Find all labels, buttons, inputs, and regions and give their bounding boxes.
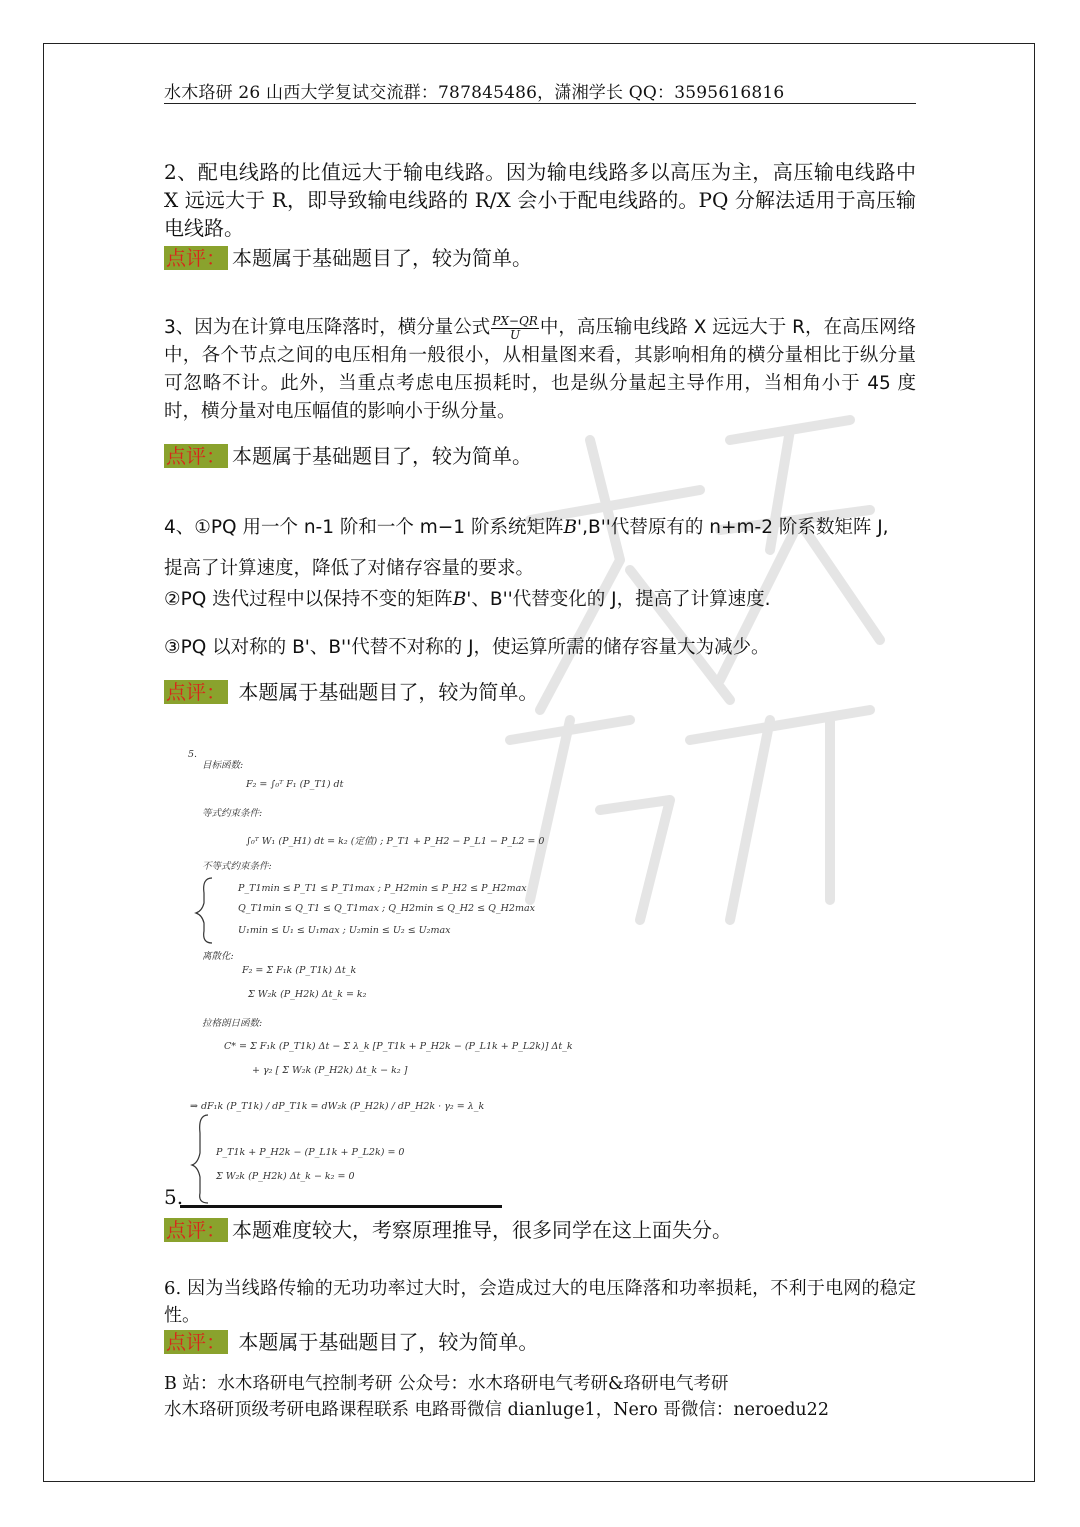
matrix-symbol: B' <box>563 517 583 538</box>
text: ②PQ 迭代过程中以保持不变的矩阵 <box>164 589 453 610</box>
handwritten-line: U₁min ≤ U₁ ≤ U₁max ; U₂min ≤ U₂ ≤ U₂max <box>238 925 451 936</box>
comment-text: 本题属于基础题目了，较为简单。 <box>238 680 539 704</box>
handwritten-line: 拉格朗日函数: <box>202 1018 263 1029</box>
fraction-numerator: PX−QR <box>492 313 538 328</box>
handwritten-line: Σ W₂k (P_H2k) Δt_k − k₂ = 0 <box>216 1171 355 1182</box>
fraction-denominator: U <box>509 327 521 342</box>
comment-tag: 点评： <box>166 1330 226 1354</box>
answer-2: 2、配电线路的比值远大于输电线路。因为输电线路多以高压为主，高压输电线路中 X 远远大于 R，即导致输电线路的 R/X 会小于配电线路的。PQ 分解法适用于高压输电线路。 <box>164 160 916 240</box>
handwritten-derivation-image <box>180 743 573 1208</box>
comment-text: 本题难度较大，考察原理推导，很多同学在这上面失分。 <box>232 1218 732 1242</box>
answer-3-part2: 中，高压输电线路 X 远远大于 R，在高压网络中，各个节点之间的电压相角一般很小，从相量图来看，其影响相角的横分量相比于纵分量可忽略不计。此外，当重点考虑电压损耗时，也是纵分量起主导作用，当相角小于 45 度时，横分量对电压幅值的影响小于纵分量。 <box>164 317 916 422</box>
comment-tag: 点评： <box>166 444 226 468</box>
text: ,B''代替原有的 n+m-2 阶系数矩阵 J, <box>582 517 889 538</box>
handwritten-line: F₂ = ∫₀ᵀ F₁ (P_T1) dt <box>246 779 344 790</box>
comment-tag: 点评： <box>166 680 226 704</box>
handwritten-line: Σ W₂k (P_H2k) Δt_k = k₂ <box>248 989 367 1000</box>
comment-2 <box>164 244 916 272</box>
comment-text: 本题属于基础题目了，较为简单。 <box>232 246 532 270</box>
comment-4 <box>164 678 916 706</box>
answer-3-part1: 3、因为在计算电压降落时，横分量公式 <box>164 317 491 338</box>
comment-tag: 点评： <box>166 1218 226 1242</box>
answer-4-line4: ③PQ 以对称的 B'、B''代替不对称的 J，使运算所需的储存容量大为减少。 <box>164 637 770 658</box>
comment-5 <box>164 1216 916 1244</box>
text: 4、①PQ 用一个 n-1 阶和一个 m−1 阶系统矩阵 <box>164 517 564 538</box>
handwritten-line: 不等式约束条件: <box>202 861 272 872</box>
page-header: 水木珞研 26 山西大学复试交流群：787845486，潇湘学长 QQ：3595616816 <box>164 83 785 103</box>
handwritten-line: 目标函数: <box>202 760 244 771</box>
answer-6: 6. 因为当线路传输的无功功率过大时，会造成过大的电压降落和功率损耗，不利于电网的稳定性。 <box>164 1278 916 1326</box>
comment-3 <box>164 442 916 470</box>
answer-4-line3 <box>164 586 916 614</box>
question-5-label: 5. <box>164 1185 184 1209</box>
matrix-symbol: B' <box>452 589 472 610</box>
handwritten-line: P_T1min ≤ P_T1 ≤ P_T1max ; P_H2min ≤ P_H2 ≤ P_H2max <box>238 883 527 894</box>
comment-tag: 点评： <box>166 246 226 270</box>
handwritten-line: P_T1k + P_H2k − (P_L1k + P_L2k) = 0 <box>216 1147 405 1158</box>
handwritten-line: 5. <box>188 749 198 760</box>
handwritten-line: ⇒ dF₁k (P_T1k) / dP_T1k = dW₂k (P_H2k) / dP_H2k · γ₂ = λ_k <box>190 1101 485 1112</box>
footer-line-1: B 站：水木珞研电气控制考研 公众号：水木珞研电气考研&珞研电气考研 <box>164 1374 729 1394</box>
comment-6 <box>164 1328 916 1356</box>
handwritten-line: ∫₀ᵀ W₁ (P_H1) dt = k₂ (定值) ; P_T1 + P_H2 − P_L1 − P_L2 = 0 <box>246 836 545 847</box>
header-divider <box>164 103 916 104</box>
text: 、B''代替变化的 J，提高了计算速度. <box>471 589 771 610</box>
footer-line-2: 水木珞研顶级考研电路课程联系 电路哥微信 dianluge1，Nero 哥微信：neroedu22 <box>164 1400 829 1420</box>
handwritten-line: 等式约束条件: <box>202 808 263 819</box>
answer-4-line1 <box>164 514 916 542</box>
answer-3 <box>164 314 916 426</box>
formula-fraction <box>491 315 539 342</box>
comment-text: 本题属于基础题目了，较为简单。 <box>232 444 532 468</box>
handwritten-line: + γ₂ [ Σ W₂k (P_H2k) Δt_k − k₂ ] <box>252 1065 408 1076</box>
handwritten-line: F₂ = Σ F₁k (P_T1k) Δt_k <box>242 965 357 976</box>
handwritten-line: Q_T1min ≤ Q_T1 ≤ Q_T1max ; Q_H2min ≤ Q_H2 ≤ Q_H2max <box>238 903 535 914</box>
comment-text: 本题属于基础题目了，较为简单。 <box>238 1330 539 1354</box>
handwritten-line: C* = Σ F₁k (P_T1k) Δt − Σ λ_k [P_T1k + P_H2k − (P_L1k + P_L2k)] Δt_k <box>224 1041 573 1052</box>
answer-4-line2: 提高了计算速度，降低了对储存容量的要求。 <box>164 558 535 579</box>
handwritten-line: 离散化: <box>202 951 234 962</box>
